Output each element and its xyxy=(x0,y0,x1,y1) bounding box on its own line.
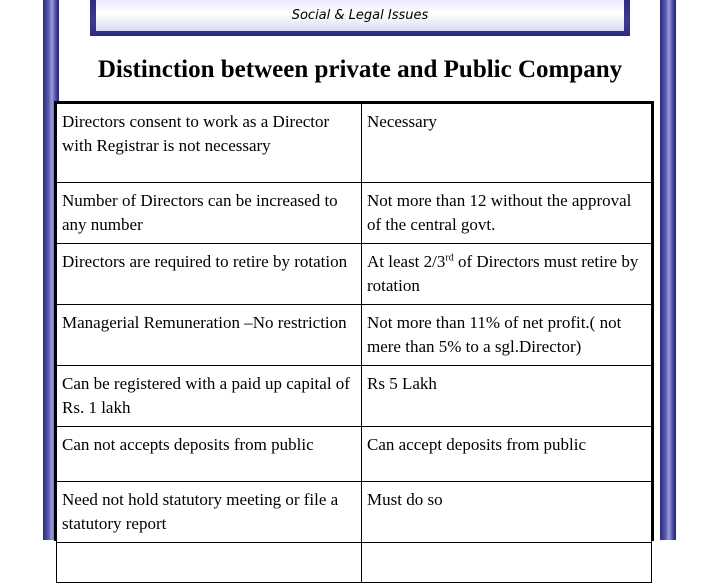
slide-title: Distinction between private and Public Company xyxy=(97,56,623,83)
public-cell: Not more than 11% of net profit.( not mere than 5% to a sgl.Director) xyxy=(362,305,652,366)
private-cell: Managerial Remuneration –No restriction xyxy=(57,305,362,366)
private-cell: Can not accepts deposits from public xyxy=(57,427,362,482)
private-cell: Directors are required to retire by rotation xyxy=(57,244,362,305)
private-cell xyxy=(57,543,362,583)
public-cell: Can accept deposits from public xyxy=(362,427,652,482)
table-row xyxy=(57,305,652,366)
public-cell xyxy=(362,543,652,583)
private-cell: Directors consent to work as a Director with Registrar is not necessary xyxy=(57,104,362,183)
header-banner xyxy=(90,0,630,36)
table-row xyxy=(57,104,652,183)
table-row xyxy=(57,244,652,305)
table-row xyxy=(57,366,652,427)
public-cell-text-end: of Directors must retire by rotation xyxy=(367,252,639,295)
public-cell-text-start: At least 2/3 xyxy=(367,252,446,271)
table-row xyxy=(57,427,652,482)
comparison-table-container xyxy=(54,101,654,541)
private-cell: Number of Directors can be increased to any number xyxy=(57,183,362,244)
public-cell: Rs 5 Lakh xyxy=(362,366,652,427)
header-banner-inner xyxy=(96,0,624,31)
table-row xyxy=(57,183,652,244)
banner-text: Social & Legal Issues xyxy=(291,8,429,23)
table-row xyxy=(57,543,652,583)
public-cell: Not more than 12 without the approval of the central govt. xyxy=(362,183,652,244)
table-row xyxy=(57,482,652,543)
private-cell: Need not hold statutory meeting or file a statutory report xyxy=(57,482,362,543)
private-cell: Can be registered with a paid up capital of Rs. 1 lakh xyxy=(57,366,362,427)
ordinal-superscript: rd xyxy=(445,252,454,264)
comparison-table xyxy=(56,103,652,583)
public-cell: Must do so xyxy=(362,482,652,543)
public-cell xyxy=(362,244,652,305)
public-cell: Necessary xyxy=(362,104,652,183)
